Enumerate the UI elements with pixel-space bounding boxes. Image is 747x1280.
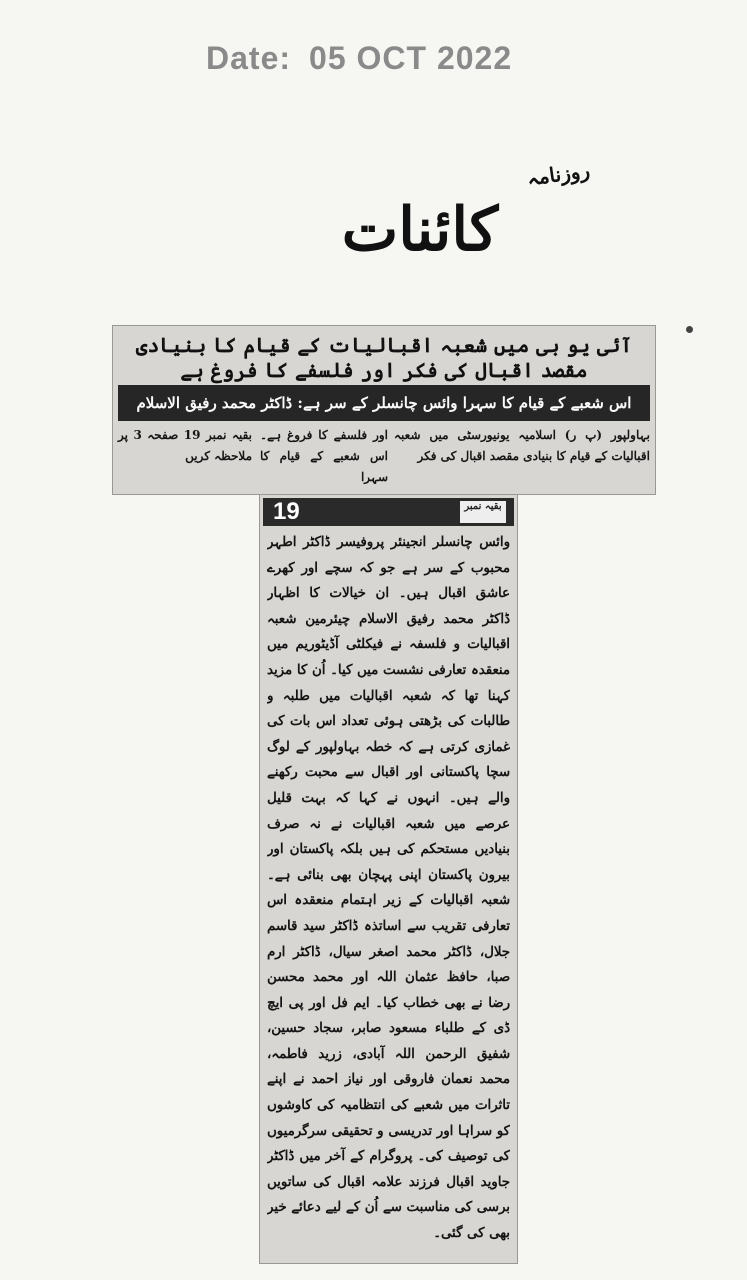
- date-label: Date:: [206, 40, 292, 76]
- lead-column-right: بہاولپور (پ ر) اسلامیہ یونیورسٹی میں شعبہ اقبالیات کے قیام کا بنیادی مقصد اقبال کی فکر: [394, 428, 650, 463]
- article-body: [267, 530, 510, 1256]
- lead-column-middle: اور فلسفے کا فروغ ہے۔ اس شعبے کے قیام کا سہرا: [260, 428, 388, 484]
- continuation-note: بقیہ نمبر 19 صفحہ 3 پر ملاحظہ کریں: [118, 428, 253, 463]
- lead-columns: [118, 425, 650, 489]
- masthead-kicker: روزنامہ: [525, 157, 592, 191]
- masthead-title: کائنات: [341, 195, 499, 265]
- headline-clipping: [112, 325, 656, 495]
- headline: آئی یو بی میں شعبہ اقبالیات کے قیام کا بنیادی مقصد اقبال کی فکر اور فلسفے کا فروغ ہے: [135, 333, 633, 382]
- subheadline: اس شعبے کے قیام کا سہرا وائس چانسلر کے سر ہے: ڈاکٹر محمد رفیق الاسلام: [118, 385, 650, 421]
- continuation-clipping: [259, 494, 518, 1264]
- date-stamp: [206, 40, 513, 84]
- article-body-paragraph: وائس چانسلر انجینئر پروفیسر ڈاکٹر اطہر محبوب کے سر ہے جو کہ سچے اور کھرے عاشق اقبال ہیں۔ ان خیالات کا اظہار ڈاکٹر محمد رفیق الاسلام چیئرمین شعبہ اقبالیات و فلسفہ نے فیکلٹی آڈیٹوریم میں منعقدہ تعارفی نشست میں کیا۔ اُن کا مزید کہنا تھا کہ شعبہ اقبالیات میں طلبہ و طالبات کی بڑھتی ہوئی تعداد اس بات کی غمازی کرتی ہے کہ خطہ بہاولپور کے لوگ سچا پاکستانی اور اقبال سے محبت رکھنے والے ہیں۔ انہوں نے کہا کہ بہت قلیل عرصے میں شعبہ اقبالیات نے نہ صرف بنیادیں مستحکم کی ہیں بلکہ پاکستان اور بیرون پاکستان اپنی پہچان بھی بنائی ہے۔ شعبہ اقبالیات کے زیر اہتمام منعقدہ اس تعارفی تقریب سے اساتذہ ڈاکٹر سید قاسم جلال، ڈاکٹر محمد اصغر سیال، ڈاکٹر ارم صبا، حافظ عثمان اللہ اور محمد محسن رضا نے بھی خطاب کیا۔ ایم فل اور پی ایچ ڈی کے طلباء مسعود صابر، سجاد حسین، شفیق الرحمن اللہ آبادی، زرید فاطمہ، محمد نعمان فاروقی اور نیاز احمد نے اپنے تاثرات میں شعبے کی انتظامیہ کی کاوشوں کو سراہا اور تدریسی و تحقیقی سرگرمیوں کی توصیف کی۔ پروگرام کے آخر میں ڈاکٹر جاوید اقبال فرزند علامہ اقبال کی ساتویں برسی کی مناسبت سے اُن کے لیے دعائے خیر بھی کی گئی۔: [267, 535, 510, 1242]
- date-value: 05 OCT 2022: [309, 40, 513, 76]
- continuation-label: بقیہ نمبر: [460, 501, 506, 523]
- ink-dot: [686, 326, 693, 333]
- continuation-number: 19: [273, 498, 300, 525]
- continuation-header: [263, 498, 514, 526]
